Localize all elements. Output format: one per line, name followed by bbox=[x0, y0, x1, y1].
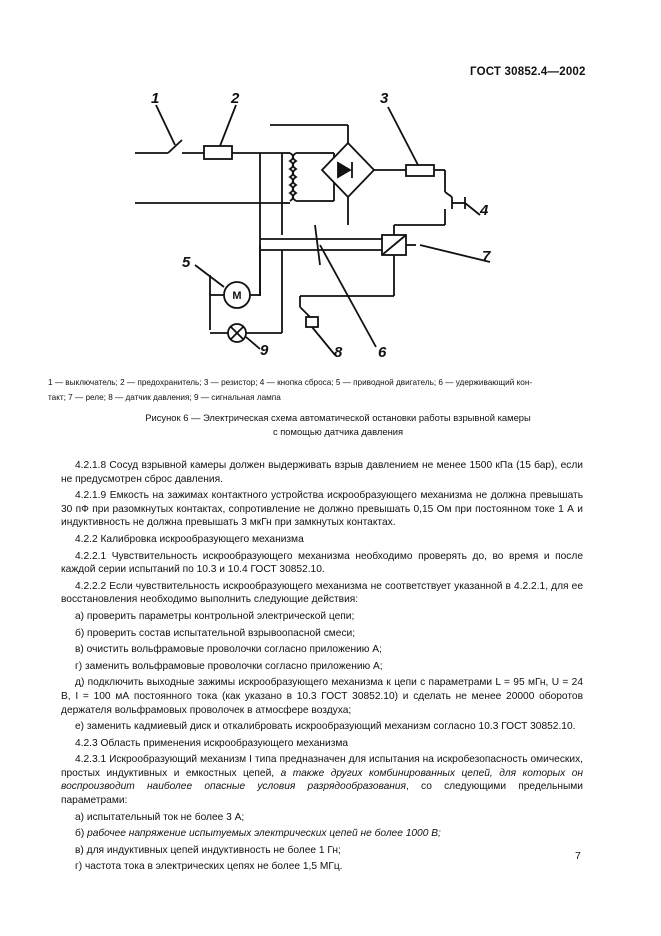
para-4-2-3-1-italic: а также других комбинированных цепей, для которых он воспроизводит наиболее опасные условия разрядообразования bbox=[61, 767, 583, 793]
callout-7: 7 bbox=[482, 248, 491, 265]
callout-6: 6 bbox=[378, 344, 387, 361]
callout-8: 8 bbox=[334, 344, 343, 361]
list-item-g: г) заменить вольфрамовые проволочки согласно приложению А; bbox=[75, 660, 383, 672]
callout-3: 3 bbox=[380, 90, 389, 107]
figure-legend bbox=[48, 375, 593, 405]
callout-1: 1 bbox=[151, 90, 160, 107]
figure-caption bbox=[48, 411, 628, 439]
caption-line-2: с помощью датчика давления bbox=[272, 426, 404, 437]
callout-5: 5 bbox=[182, 254, 191, 271]
limit-item-v: в) для индуктивных цепей индуктивность не более 1 Гн; bbox=[75, 844, 341, 856]
list-item-e: е) заменить кадмиевый диск и откалибровать искрообразующий механизм согласно 10.3 ГОСТ 30852.10. bbox=[75, 721, 576, 733]
limit-item-b-text: рабочее напряжение испытуемых электрических цепей не более 1000 В; bbox=[87, 828, 441, 840]
limit-item-b bbox=[75, 827, 583, 841]
para-4-2-2-2: 4.2.2.2 Если чувствительность искрообразующего механизма не соответствует указанной в 4.2.2.1, для ее восстановления необходимо выполнить следующие действия: bbox=[61, 580, 583, 606]
legend-line-1: 1 — выключатель; 2 — предохранитель; 3 — резистор; 4 — кнопка сброса; 5 — приводной двигатель; 6 — удерживающий кон- bbox=[48, 378, 533, 387]
caption-line-1: Рисунок 6 — Электрическая схема автоматической остановки работы взрывной камеры bbox=[145, 412, 531, 423]
limit-item-b-prefix: б) bbox=[75, 828, 88, 840]
callout-9: 9 bbox=[260, 342, 269, 359]
limit-item-a: а) испытательный ток не более 3 А; bbox=[75, 811, 245, 823]
document-header: ГОСТ 30852.4—2002 bbox=[470, 66, 586, 78]
para-4-2-3-1-start: 4.2.3.1 Искрообразующий механизм I типа предназначен для испытания на искробезопасность омических, простых индуктивных и емкостных цепей, bbox=[61, 754, 583, 779]
callout-2: 2 bbox=[231, 90, 240, 107]
para-4-2-1-8: 4.2.1.8 Сосуд взрывной камеры должен выдерживать взрыв давлением не менее 1500 кПа (15 бар), если не предусмотрен сброс давления. bbox=[61, 460, 583, 485]
page-number: 7 bbox=[575, 850, 581, 862]
list-item-b: б) проверить состав испытательной взрывоопасной смеси; bbox=[75, 627, 356, 639]
list-item-v: в) очистить вольфрамовые проволочки согласно приложению А; bbox=[75, 644, 382, 656]
legend-line-2: такт; 7 — реле; 8 — датчик давления; 9 — сигнальная лампа bbox=[48, 393, 281, 402]
list-item-a: а) проверить параметры контрольной электрической цепи; bbox=[75, 610, 355, 622]
list-item-d: д) подключить выходные зажимы искрообразующего механизма к цепи с параметрами L = 95 мГн, U = 24 В, I = 100 мА постоянного тока (как указано в 10.3 ГОСТ 30852.10) и сделать не менее 20000 оборотов держателя вольфрамовых проволочек в атмосфере воздуха; bbox=[61, 677, 583, 716]
para-4-2-2-1: 4.2.2.1 Чувствительность искрообразующего механизма необходимо проверять до, во время и после каждой серии испытаний по 10.3 и 10.4 ГОСТ 30852.10. bbox=[61, 550, 583, 576]
heading-4-2-2: 4.2.2 Калибровка искрообразующего механизма bbox=[75, 533, 304, 545]
para-4-2-1-9: 4.2.1.9 Емкость на зажимах контактного устройства искрообразующего механизма не должна превышать 30 пФ при разомкнутых контактах, сопротивление не должно превышать 0,15 Ом при постоянном токе 1 А и индуктивность не должна превышать 3 мкГн при замкнутых контактах. bbox=[61, 490, 583, 529]
para-4-2-3-1 bbox=[61, 753, 583, 807]
document-body bbox=[61, 459, 583, 877]
motor-label: М bbox=[232, 290, 242, 302]
limit-item-g: г) частота тока в электрических цепях не более 1,5 МГц. bbox=[75, 861, 343, 873]
callout-4: 4 bbox=[480, 202, 489, 219]
heading-4-2-3: 4.2.3 Область применения искрообразующего механизма bbox=[75, 737, 349, 749]
para-4-2-3-1-end: , со следующими предельными параметрами: bbox=[61, 781, 583, 807]
circuit-diagram bbox=[120, 85, 560, 370]
